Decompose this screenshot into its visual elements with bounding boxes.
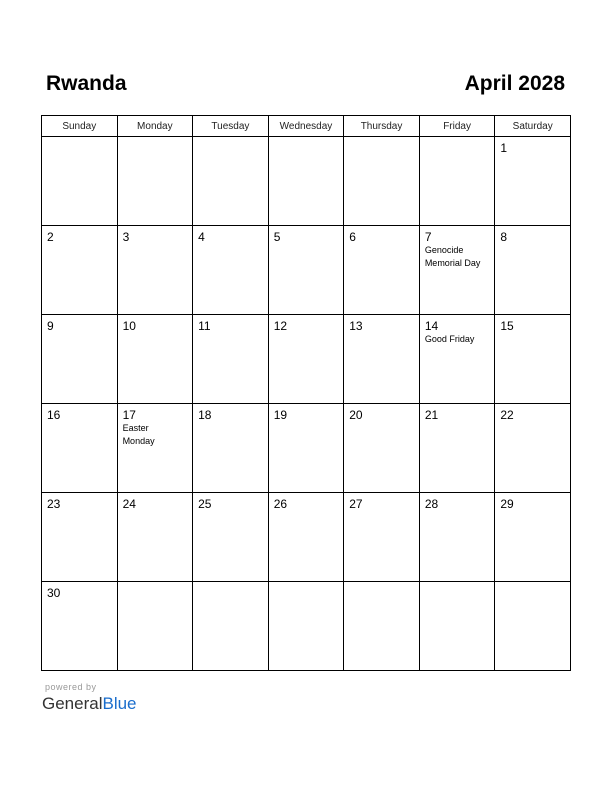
day-cell bbox=[495, 226, 571, 315]
day-number: 3 bbox=[122, 230, 130, 244]
day-number bbox=[344, 582, 419, 586]
day-cell bbox=[193, 582, 269, 671]
day-number: 14 bbox=[424, 319, 439, 333]
weekday-header: Sunday bbox=[42, 116, 118, 137]
day-number: 29 bbox=[500, 497, 514, 511]
day-cell bbox=[344, 137, 420, 226]
day-cell bbox=[495, 493, 571, 582]
weekday-header: Wednesday bbox=[268, 116, 344, 137]
week-row bbox=[42, 137, 571, 226]
day-cell bbox=[42, 137, 118, 226]
week-row bbox=[42, 582, 571, 671]
day-cell bbox=[495, 582, 571, 671]
day-number: 16 bbox=[47, 408, 61, 422]
day-number: 26 bbox=[273, 497, 288, 511]
day-cell bbox=[268, 226, 344, 315]
weekday-header: Friday bbox=[419, 116, 495, 137]
day-number bbox=[495, 582, 570, 586]
day-number: 8 bbox=[500, 230, 508, 244]
day-number bbox=[118, 582, 193, 586]
day-number: 9 bbox=[47, 319, 54, 333]
day-number: 24 bbox=[122, 497, 136, 511]
powered-by-label: powered by bbox=[45, 682, 97, 692]
day-cell bbox=[193, 226, 269, 315]
day-cell bbox=[419, 315, 495, 404]
day-cell bbox=[419, 137, 495, 226]
day-cell bbox=[344, 226, 420, 315]
month-year-title: April 2028 bbox=[464, 72, 565, 95]
day-cell bbox=[117, 137, 193, 226]
day-number: 30 bbox=[47, 586, 61, 600]
week-row bbox=[42, 493, 571, 582]
day-number: 11 bbox=[198, 319, 211, 333]
holiday-label: Genocide Memorial Day bbox=[424, 245, 481, 268]
day-number: 12 bbox=[273, 319, 288, 333]
day-number bbox=[344, 137, 419, 141]
week-row bbox=[42, 226, 571, 315]
day-cell bbox=[117, 226, 193, 315]
day-cell bbox=[42, 315, 118, 404]
weekday-header: Tuesday bbox=[193, 116, 269, 137]
day-number: 21 bbox=[424, 408, 439, 422]
day-number: 18 bbox=[198, 408, 212, 422]
day-cell bbox=[268, 404, 344, 493]
day-number: 28 bbox=[424, 497, 439, 511]
calendar-grid bbox=[41, 115, 571, 671]
day-cell bbox=[193, 404, 269, 493]
day-cell bbox=[193, 315, 269, 404]
day-number: 4 bbox=[198, 230, 205, 244]
day-cell bbox=[117, 582, 193, 671]
day-cell bbox=[268, 315, 344, 404]
day-cell bbox=[193, 493, 269, 582]
day-number bbox=[42, 137, 117, 141]
day-cell bbox=[419, 226, 495, 315]
day-number bbox=[269, 137, 344, 141]
day-number: 20 bbox=[349, 408, 363, 422]
day-number: 2 bbox=[47, 230, 54, 244]
day-cell bbox=[117, 315, 193, 404]
day-cell bbox=[419, 493, 495, 582]
calendar-body bbox=[42, 137, 571, 671]
day-number: 23 bbox=[47, 497, 61, 511]
holiday-label: Easter Monday bbox=[122, 423, 155, 446]
weekday-header: Monday bbox=[117, 116, 193, 137]
brand-logo[interactable] bbox=[42, 693, 137, 715]
day-number: 19 bbox=[273, 408, 288, 422]
day-number: 22 bbox=[500, 408, 514, 422]
day-number: 1 bbox=[500, 141, 508, 155]
day-number bbox=[420, 582, 495, 586]
day-cell bbox=[42, 226, 118, 315]
day-number: 5 bbox=[273, 230, 281, 244]
day-number: 15 bbox=[500, 319, 514, 333]
week-row bbox=[42, 404, 571, 493]
day-number: 6 bbox=[349, 230, 356, 244]
weekday-header: Saturday bbox=[495, 116, 571, 137]
day-cell bbox=[495, 315, 571, 404]
country-title: Rwanda bbox=[46, 72, 127, 95]
day-cell bbox=[419, 404, 495, 493]
week-row bbox=[42, 315, 571, 404]
day-number bbox=[269, 582, 344, 586]
day-cell bbox=[344, 404, 420, 493]
weekday-header: Thursday bbox=[344, 116, 420, 137]
weekday-header-row bbox=[42, 116, 571, 137]
day-cell bbox=[344, 315, 420, 404]
day-cell bbox=[344, 582, 420, 671]
day-cell bbox=[42, 404, 118, 493]
day-number: 7 bbox=[424, 230, 432, 244]
day-number: 10 bbox=[122, 319, 136, 333]
day-cell bbox=[117, 493, 193, 582]
day-cell bbox=[495, 404, 571, 493]
day-cell bbox=[117, 404, 193, 493]
day-cell bbox=[268, 137, 344, 226]
day-number: 13 bbox=[349, 319, 363, 333]
day-number: 17 bbox=[122, 408, 136, 422]
day-number bbox=[118, 137, 193, 141]
day-cell bbox=[419, 582, 495, 671]
day-number bbox=[193, 137, 268, 141]
day-number: 27 bbox=[349, 497, 363, 511]
brand-blue-text: Blue bbox=[102, 694, 137, 713]
day-cell bbox=[344, 493, 420, 582]
day-cell bbox=[495, 137, 571, 226]
day-number: 25 bbox=[198, 497, 212, 511]
brand-general-text: General bbox=[42, 694, 103, 713]
day-cell bbox=[193, 137, 269, 226]
day-cell bbox=[268, 582, 344, 671]
day-cell bbox=[42, 582, 118, 671]
day-number bbox=[420, 137, 495, 141]
holiday-label: Good Friday bbox=[424, 334, 475, 344]
day-cell bbox=[42, 493, 118, 582]
day-number bbox=[193, 582, 268, 586]
day-cell bbox=[268, 493, 344, 582]
